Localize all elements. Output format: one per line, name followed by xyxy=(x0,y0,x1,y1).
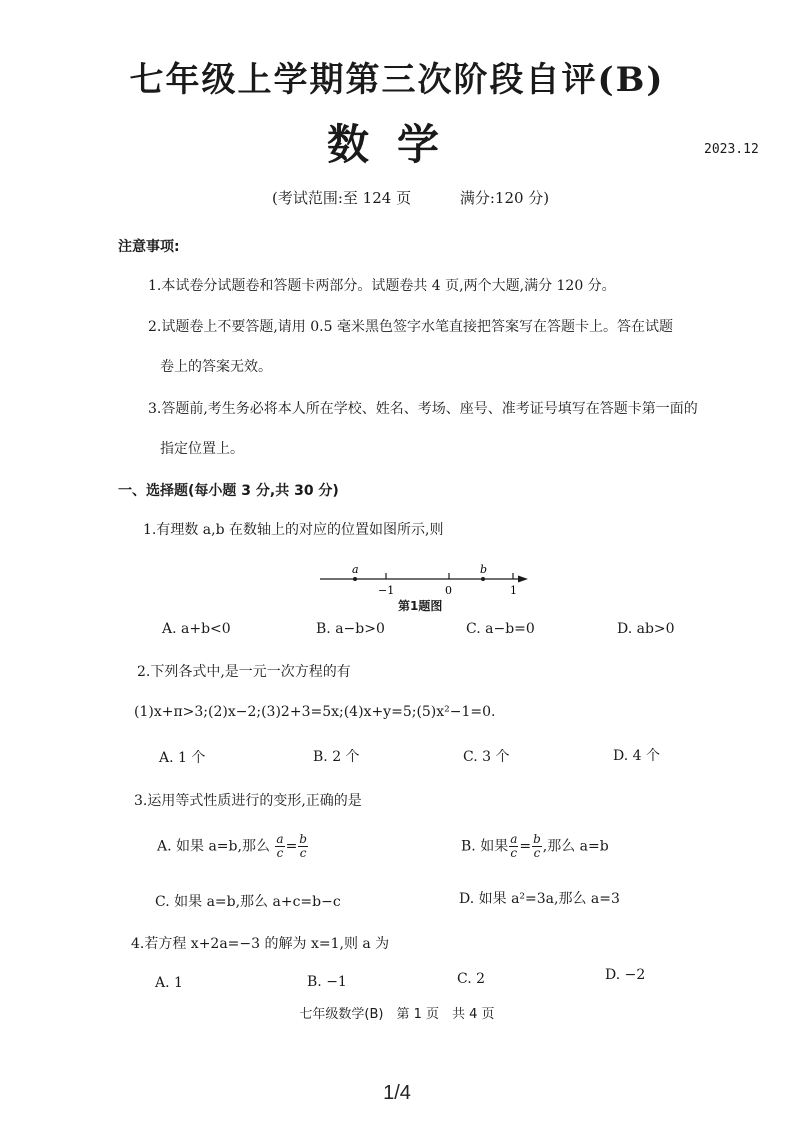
fraction-a-over-c: $\frac{a}{c}$ xyxy=(276,832,284,860)
exam-date: 2023.12 xyxy=(704,142,759,157)
q4-option-b: B. −1 xyxy=(307,974,347,990)
question-4-stem: 4.若方程 x+2a=−3 的解为 x=1,则 a 为 xyxy=(131,936,390,952)
fraction-b-over-c: $\frac{b}{c}$ xyxy=(299,832,307,860)
fraction-a-over-c-b: $\frac{a}{c}$ xyxy=(510,832,518,860)
point-b-label: b xyxy=(480,563,488,576)
q2-option-c: C. 3 个 xyxy=(463,749,510,765)
point-b xyxy=(481,577,485,581)
question-2-expressions: (1)x+π>3;(2)x−2;(3)2+3=5x;(4)x+y=5;(5)x²−1=0. xyxy=(134,704,496,720)
figure-1-caption: 第1题图 xyxy=(398,599,443,613)
q3-option-b-tail: ,那么 a=b xyxy=(542,838,609,855)
q4-option-a: A. 1 xyxy=(155,975,183,991)
point-a-label: a xyxy=(352,563,359,576)
notice-item-3-line-2: 指定位置上。 xyxy=(160,441,244,457)
q3-option-c: C. 如果 a=b,那么 a+c=b−c xyxy=(155,894,341,910)
page-footer: 七年级数学(B) 第 1 页 共 4 页 xyxy=(299,1007,495,1022)
q2-option-a: A. 1 个 xyxy=(159,750,206,766)
q4-option-d: D. −2 xyxy=(605,967,646,983)
notice-item-2-line-1: 2.试题卷上不要答题,请用 0.5 毫米黑色签字水笔直接把答案写在答题卡上。答在试题 xyxy=(148,319,673,335)
question-2-stem: 2.下列各式中,是一元一次方程的有 xyxy=(137,664,351,680)
subject-title: 数学 xyxy=(326,120,467,169)
q2-option-b: B. 2 个 xyxy=(313,749,360,765)
question-3-stem: 3.运用等式性质进行的变形,正确的是 xyxy=(134,793,362,809)
fraction-b-over-c-b: $\frac{b}{c}$ xyxy=(533,832,541,860)
exam-range: (考试范围:至 124 页 xyxy=(272,189,412,207)
point-a xyxy=(353,577,357,581)
q3-option-a-text: A. 如果 a=b,那么 xyxy=(157,838,270,855)
notice-item-3-line-1: 3.答题前,考生务必将本人所在学校、姓名、考场、座号、准考证号填写在答题卡第一面的 xyxy=(148,401,698,417)
full-score: 满分:120 分) xyxy=(459,189,550,207)
q3-option-d: D. 如果 a²=3a,那么 a=3 xyxy=(459,891,620,907)
notice-title: 注意事项: xyxy=(118,239,180,255)
notice-item-1: 1.本试卷分试题卷和答题卡两部分。试题卷共 4 页,两个大题,满分 120 分。 xyxy=(148,278,616,294)
q4-option-c: C. 2 xyxy=(457,971,486,987)
exam-title: 七年级上学期第三次阶段自评(B) xyxy=(129,60,665,100)
q3-option-b: B. 如果 $\frac{a}{c}$ = $\frac{b}{c}$ ,那么 a=b xyxy=(461,832,609,860)
tick-0-label: 0 xyxy=(445,584,452,597)
page-indicator: 1/4 xyxy=(383,1082,411,1104)
q1-option-d: D. ab>0 xyxy=(617,621,675,637)
section-title: 一、选择题(每小题 3 分,共 30 分) xyxy=(118,483,339,499)
exam-info xyxy=(272,187,549,208)
question-1-stem: 1.有理数 a,b 在数轴上的对应的位置如图所示,则 xyxy=(143,522,444,538)
number-line-arrow xyxy=(518,576,528,583)
tick-neg1-label: −1 xyxy=(378,584,395,597)
tick-1-label: 1 xyxy=(510,584,517,597)
q2-option-d: D. 4 个 xyxy=(613,748,660,764)
q3-option-b-text: B. 如果 xyxy=(461,838,509,855)
q3-option-a: A. 如果 a=b,那么 $\frac{a}{c}$ = $\frac{b}{c}$ xyxy=(157,832,307,860)
q1-option-a: A. a+b<0 xyxy=(162,621,231,637)
notice-item-2-line-2: 卷上的答案无效。 xyxy=(160,359,272,375)
q1-option-b: B. a−b>0 xyxy=(316,621,385,637)
q1-option-c: C. a−b=0 xyxy=(466,621,535,637)
